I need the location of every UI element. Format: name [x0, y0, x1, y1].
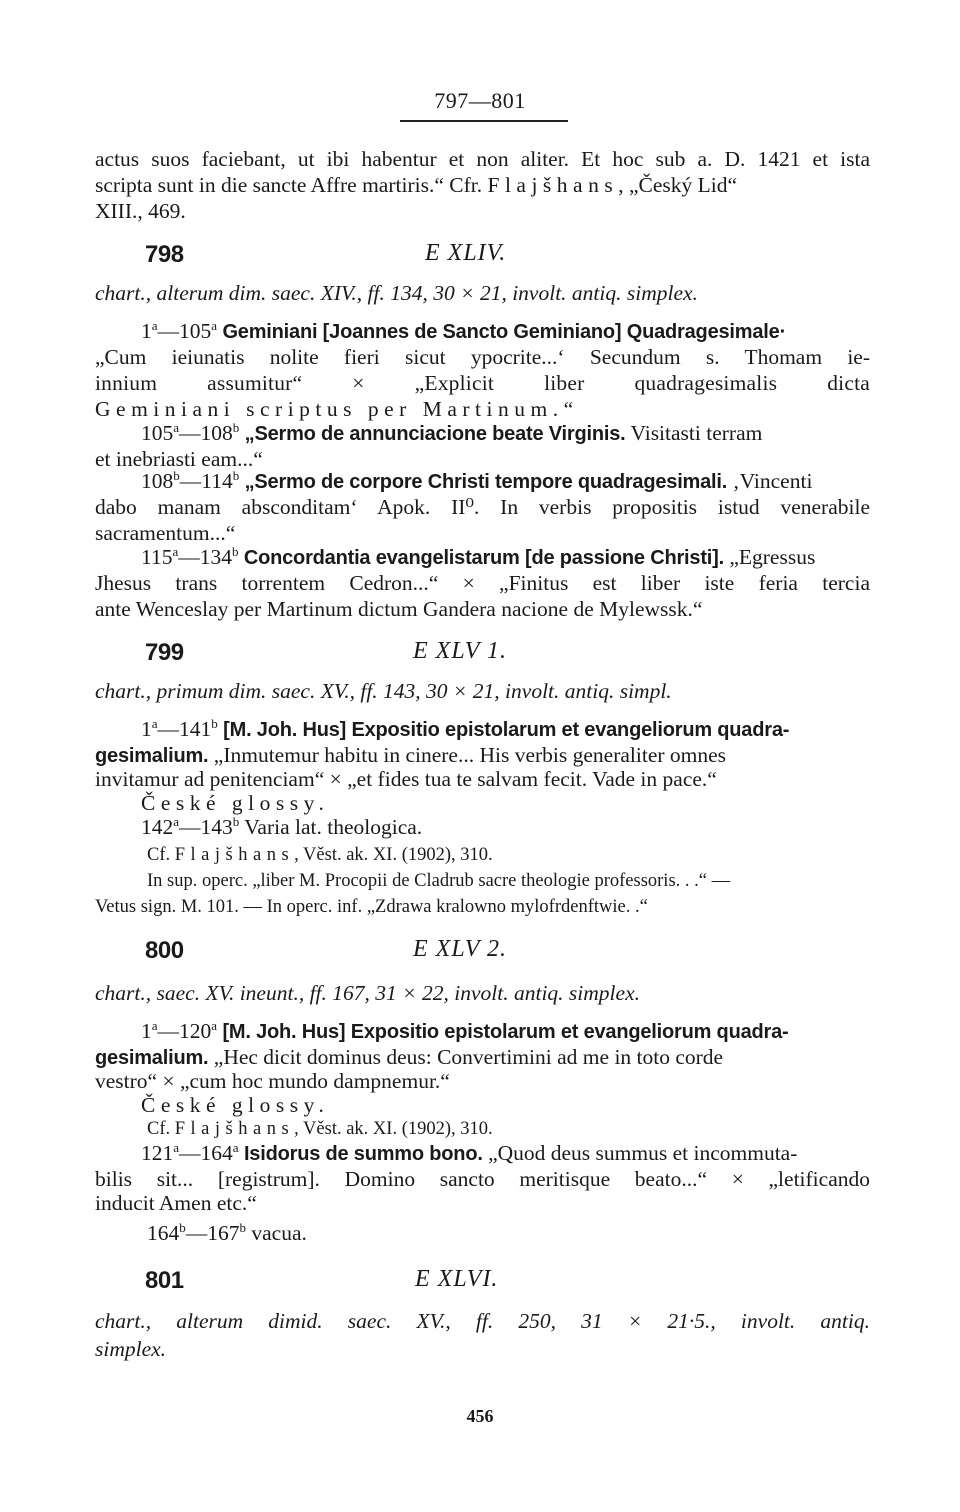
note-line: Vetus sign. M. 101. — In operc. inf. „Zdrawa kralowno mylofrdenftwie. .“ — [95, 897, 648, 917]
entry-description: chart., saec. XV. ineunt., ff. 167, 31 × 22, involt. antiq. simplex. — [95, 981, 640, 1005]
shelfmark: E XLV 1. — [413, 638, 508, 664]
item-line: bilis sit... [registrum]. Domino sancto meritisque beato...“ × „letificando — [95, 1167, 870, 1191]
item-800-2: 121$^a$—164$^a$ Isidorus de summo bono. „Quod deus summus et incommuta- — [141, 1139, 798, 1165]
item-line: České glossy. — [141, 791, 330, 815]
intro-line: XIII., 469. — [95, 199, 186, 223]
item-line: et inebriasti eam...“ — [95, 447, 263, 471]
item-line: České glossy. — [141, 1093, 330, 1117]
item-799-1: 1$^a$—141$^b$ [M. Joh. Hus] Expositio epistolarum et evangeliorum quadra- — [141, 715, 790, 741]
note-line: In sup. operc. „liber M. Procopii de Cladrub sacre theologie professoris. . .“ — — [147, 871, 731, 891]
shelfmark: E XLVI. — [415, 1266, 499, 1292]
item-798-3: 108$^b$—114$^b$ „Sermo de corpore Christi tempore quadragesimali. ‚Vincenti — [141, 467, 813, 493]
item-800-3: 164$^b$—167$^b$ vacua. — [147, 1219, 307, 1245]
item-line: innium assumitur“ × „Explicit liber quadragesimalis dicta — [95, 371, 870, 395]
running-head: 797—801 — [434, 88, 526, 113]
shelfmark: E XLV 2. — [413, 936, 508, 962]
item-800-1: 1$^a$—120$^a$ [M. Joh. Hus] Expositio epistolarum et evangeliorum quadra- — [141, 1017, 789, 1043]
intro-line: actus suos faciebant, ut ibi habentur et non aliter. Et hoc sub a. D. 1421 et ista — [95, 147, 870, 171]
entry-number: 798 — [145, 241, 184, 268]
item-798-1: 1$^a$—105$^a$ Geminiani [Joannes de Sancto Geminiano] Quadragesimale· — [141, 317, 787, 343]
item-line: sacramentum...“ — [95, 521, 236, 545]
entry-number: 800 — [145, 937, 184, 964]
item-line: vestro“ × „cum hoc mundo dampnemur.“ — [95, 1069, 450, 1093]
entry-number: 801 — [145, 1267, 184, 1294]
item-line: invitamur ad penitenciam“ × „et fides tua te salvam fecit. Vade in pace.“ — [95, 767, 717, 791]
item-line: gesimalium. „Inmutemur habitu in cinere... His verbis generaliter omnes — [95, 743, 727, 767]
intro-line: scripta sunt in die sancte Affre martiris.“ Cfr. Flajšhans, „Český Lid“ — [95, 173, 738, 197]
item-798-4: 115$^a$—134$^b$ Concordantia evangelistarum [de passione Christi]. „Egressus — [141, 543, 816, 569]
entry-number: 799 — [145, 639, 184, 666]
item-line: inducit Amen etc.“ — [95, 1191, 257, 1215]
item-line: ante Wenceslay per Martinum dictum Gandera nacione de Mylewssk.“ — [95, 597, 703, 621]
entry-description: chart., alterum dim. saec. XIV., ff. 134, 30 × 21, involt. antiq. simplex. — [95, 281, 698, 305]
entry-description: chart., primum dim. saec. XV., ff. 143, 30 × 21, involt. antiq. simpl. — [95, 679, 672, 703]
citation: Cf. Flajšhans, Věst. ak. XI. (1902), 310. — [147, 1119, 493, 1139]
entry-description: simplex. — [95, 1337, 167, 1361]
item-line: „Cum ieiunatis nolite fieri sicut ypocrite...‘ Secundum s. Thomam ie- — [95, 345, 870, 369]
citation: Cf. Flajšhans, Věst. ak. XI. (1902), 310. — [147, 845, 493, 865]
item-798-2: 105$^a$—108$^b$ „Sermo de annunciacione beate Virginis. Visitasti terram — [141, 419, 763, 445]
item-line: Geminiani scriptus per Martinum.“ — [95, 397, 579, 421]
item-line: dabo manam absconditam‘ Apok. II⁰. In verbis propositis istud venerabile — [95, 495, 870, 519]
item-line: Jhesus trans torrentem Cedron...“ × „Finitus est liber iste feria tercia — [95, 571, 870, 595]
entry-description: chart., alterum dimid. saec. XV., ff. 250, 31 × 21·5., involt. antiq. — [95, 1309, 870, 1333]
header-rule — [400, 120, 568, 122]
page-number: 456 — [466, 1406, 494, 1426]
shelfmark: E XLIV. — [425, 240, 507, 266]
item-799-2: 142$^a$—143$^b$ Varia lat. theologica. — [141, 813, 423, 839]
item-line: gesimalium. „Hec dicit dominus deus: Convertimini ad me in toto corde — [95, 1045, 724, 1069]
